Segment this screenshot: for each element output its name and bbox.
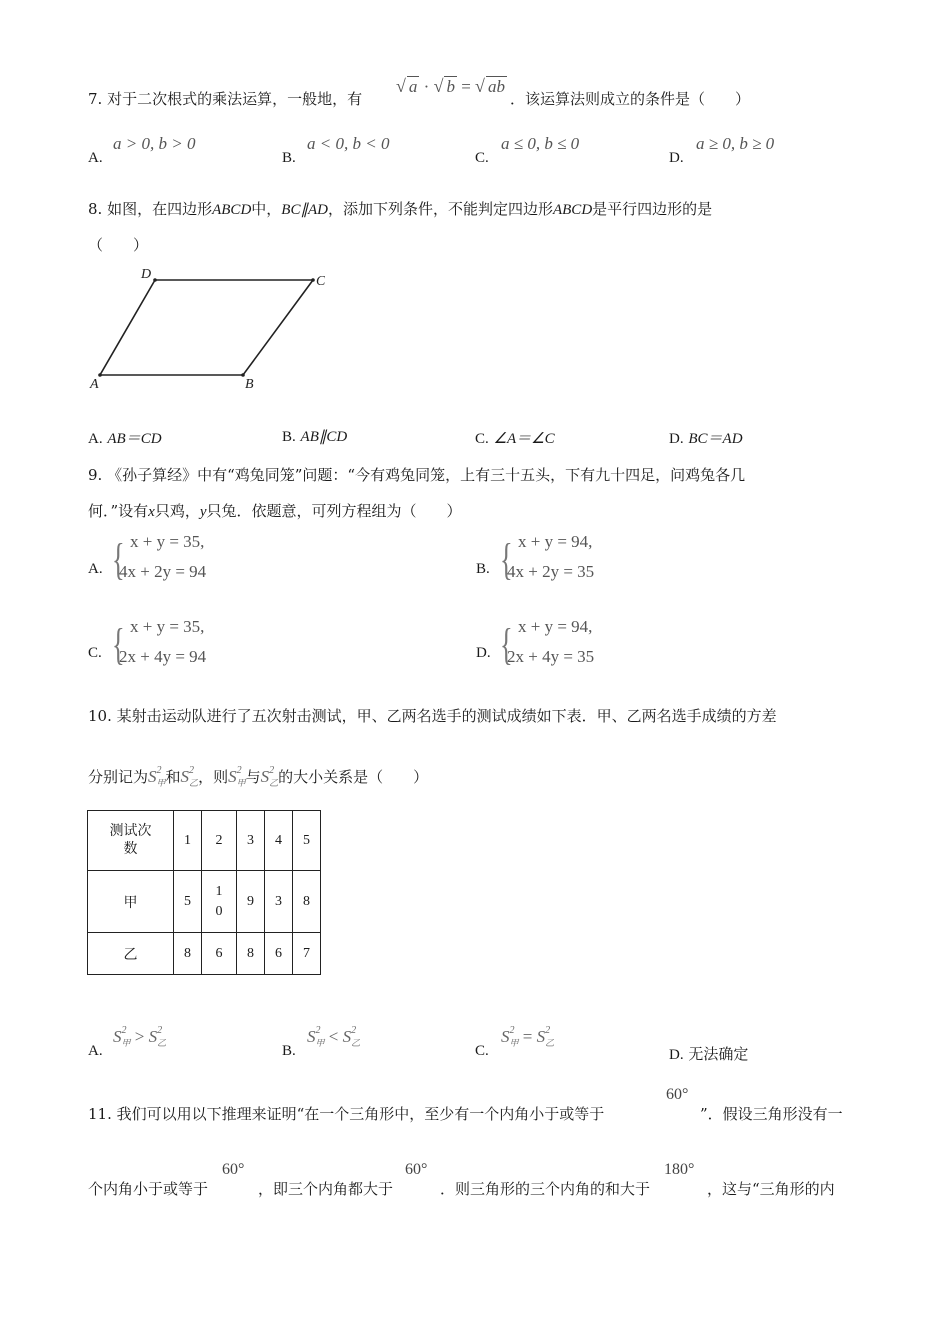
- table-cell: 3: [265, 871, 293, 933]
- subscript: 甲: [236, 778, 246, 788]
- brace-icon: {: [500, 620, 513, 669]
- degree-180: 180°: [664, 1161, 695, 1178]
- q10-option-c-value: [501, 1027, 554, 1047]
- superscript: 2: [157, 1025, 163, 1036]
- q9-option-b-label: B.: [476, 561, 490, 577]
- q7-option-a-label: A.: [88, 150, 103, 166]
- superscript: 2: [315, 1025, 321, 1036]
- q11-line2-b: ，即三个内角都大于: [258, 1180, 394, 1198]
- superscript: 2: [121, 1025, 127, 1036]
- superscript: 2: [545, 1025, 551, 1036]
- question-number: 7.: [88, 90, 103, 108]
- comparison-operator: >: [134, 1027, 145, 1046]
- q9-option-c-system: [112, 617, 312, 675]
- question-text: 与: [245, 768, 261, 786]
- question-text: 《孙子算经》中有“鸡兔同笼”问题：“今有鸡兔同笼，上有三十五头，下有九十四足，问鸡兔各几: [107, 466, 746, 484]
- question-9-line1: [88, 464, 745, 485]
- subscript: 乙: [269, 778, 279, 788]
- question-10-line2: [88, 766, 428, 787]
- question-text: ，则: [198, 768, 229, 786]
- q7-option-d-label: D.: [669, 150, 684, 166]
- table-cell: 5: [174, 871, 202, 933]
- brace-icon: {: [112, 620, 125, 669]
- question-number: 9.: [88, 466, 103, 484]
- s-yi-squared: [261, 767, 279, 786]
- question-8-stem: [88, 198, 712, 219]
- equation-1: x + y = 94,: [518, 532, 593, 551]
- equation-2: 4x + 2y = 35: [507, 562, 595, 581]
- math-abcd: ABCD: [552, 202, 593, 218]
- parallelogram-figure: [85, 262, 325, 392]
- table-header-row: [88, 811, 321, 871]
- scores-table: [87, 810, 321, 975]
- q9-option-b-system: [500, 532, 700, 590]
- vertex-label-a: A: [90, 377, 99, 392]
- s-yi-squared: [181, 767, 199, 786]
- equation-2: 4x + 2y = 94: [119, 562, 207, 581]
- q11-line2-c: ．则三角形的三个内角的和大于: [440, 1180, 651, 1198]
- q10-option-d: [669, 1043, 748, 1064]
- q10-option-b-value: [307, 1027, 360, 1047]
- option-label: B.: [282, 429, 296, 445]
- math-bc-parallel-ad: BC∥AD: [281, 202, 328, 218]
- s-symbol: S: [148, 1027, 158, 1046]
- superscript: 2: [189, 765, 195, 776]
- comparison-operator: <: [328, 1027, 339, 1046]
- subscript: 乙: [189, 778, 199, 788]
- s-symbol: S: [113, 1027, 122, 1046]
- option-value: BC＝AD: [688, 431, 743, 447]
- question-number: 8.: [88, 200, 103, 218]
- s-symbol: S: [228, 767, 237, 786]
- table-cell: 9: [237, 871, 265, 933]
- subscript: 甲: [121, 1038, 131, 1048]
- question-text: 中，: [251, 200, 282, 218]
- header-cell: [88, 811, 174, 871]
- subscript: 甲: [509, 1038, 519, 1048]
- q8-option-b: [282, 427, 347, 446]
- header-cell: 4: [265, 811, 293, 871]
- q7-option-c-label: C.: [475, 150, 489, 166]
- superscript: 2: [156, 765, 162, 776]
- brace-icon: {: [112, 535, 125, 584]
- q11-line2-d: ，这与“三角形的内: [707, 1180, 835, 1198]
- subscript: 甲: [315, 1038, 325, 1048]
- q7-formula: √ a · √ b = √ ab: [396, 76, 505, 96]
- equation-1: x + y = 35,: [130, 532, 205, 551]
- q7-option-d-value: a ≥ 0, b ≥ 0: [696, 134, 775, 153]
- math-y: y: [199, 504, 207, 520]
- table-row: [88, 871, 321, 933]
- option-value: AB＝CD: [107, 431, 162, 447]
- q7-option-b-label: B.: [282, 150, 296, 166]
- question-text: 只兔．依题意，可列方程组为（ ）: [206, 502, 462, 520]
- question-text: 对于二次根式的乘法运算，一般地，有: [107, 90, 363, 108]
- row-label-cell: 甲: [88, 871, 174, 933]
- row-label-cell: 乙: [88, 933, 174, 975]
- superscript: 2: [351, 1025, 357, 1036]
- option-label: C.: [475, 431, 489, 447]
- q8-option-a: [88, 427, 162, 448]
- header-cell: 1: [174, 811, 202, 871]
- q10-option-c-label: C.: [475, 1043, 489, 1059]
- table-cell: 7: [293, 933, 321, 975]
- s-symbol: S: [536, 1027, 546, 1046]
- q9-option-a-system: [112, 532, 312, 590]
- s-symbol: S: [260, 767, 270, 786]
- subscript: 甲: [156, 778, 166, 788]
- question-9-line2: [88, 500, 462, 521]
- degree-60: 60°: [666, 1086, 689, 1103]
- table-cell: [202, 871, 237, 933]
- equation-1: x + y = 94,: [518, 617, 593, 636]
- subscript: 乙: [545, 1038, 555, 1048]
- s-symbol: S: [180, 767, 190, 786]
- question-text: 分别记为: [88, 768, 149, 786]
- s-jia-squared: [228, 767, 246, 786]
- option-value: ∠A＝∠C: [493, 431, 555, 447]
- header-text: 测试次数: [109, 823, 152, 857]
- degree-60: 60°: [405, 1161, 428, 1178]
- question-text: 只鸡，: [154, 502, 200, 520]
- q9-option-d-label: D.: [476, 645, 491, 661]
- s-symbol: S: [307, 1027, 316, 1046]
- q7-text-after: ．该运算法则成立的条件是（ ）: [510, 90, 751, 108]
- table-cell: 8: [237, 933, 265, 975]
- degree-60: 60°: [222, 1161, 245, 1178]
- math-x: x: [148, 504, 155, 520]
- equation-1: x + y = 35,: [130, 617, 205, 636]
- q8-option-d: [669, 427, 743, 448]
- option-label: A.: [88, 431, 103, 447]
- equation-2: 2x + 4y = 94: [119, 647, 207, 666]
- q7-option-a-value: a > 0, b > 0: [113, 134, 196, 153]
- question-text: 的大小关系是（ ）: [278, 768, 429, 786]
- question-number: 11.: [88, 1105, 112, 1123]
- table-cell: 6: [202, 933, 237, 975]
- q9-option-c-label: C.: [88, 645, 102, 661]
- header-cell: 3: [237, 811, 265, 871]
- header-cell: 5: [293, 811, 321, 871]
- s-symbol: S: [342, 1027, 352, 1046]
- option-label: D.: [669, 1047, 684, 1063]
- q9-option-d-system: [500, 617, 700, 675]
- question-text: 如图，在四边形: [107, 200, 213, 218]
- q8-answer-paren: （ ）: [88, 236, 149, 254]
- question-11-line1-end: ”．假设三角形没有一: [700, 1105, 843, 1123]
- comparison-operator: =: [522, 1027, 533, 1046]
- question-text: 和: [165, 768, 181, 786]
- question-7-stem: [88, 88, 362, 109]
- vertex-label-b: B: [245, 377, 254, 392]
- subscript: 乙: [351, 1038, 361, 1048]
- question-text: 某射击运动队进行了五次射击测试，甲、乙两名选手的测试成绩如下表．甲、乙两名选手成绩的方差: [116, 707, 777, 725]
- question-text: ，添加下列条件，不能判定四边形: [327, 200, 553, 218]
- superscript: 2: [509, 1025, 515, 1036]
- equation-2: 2x + 4y = 35: [507, 647, 595, 666]
- q10-option-a-value: [113, 1027, 166, 1047]
- cell-text: 10: [215, 883, 223, 919]
- question-text: 何．”设有: [88, 502, 149, 520]
- option-value: 无法确定: [688, 1045, 749, 1063]
- header-cell: 2: [202, 811, 237, 871]
- question-11-line1: [88, 1103, 604, 1124]
- table-row: [88, 933, 321, 975]
- q7-option-b-value: a < 0, b < 0: [307, 134, 390, 153]
- q11-line2-a: 个内角小于或等于: [88, 1180, 209, 1198]
- subscript: 乙: [157, 1038, 167, 1048]
- vertex-label-c: C: [316, 274, 325, 289]
- math-abcd: ABCD: [212, 202, 252, 218]
- s-jia-squared: [148, 767, 166, 786]
- superscript: 2: [269, 765, 275, 776]
- q10-option-a-label: A.: [88, 1043, 103, 1059]
- vertex-label-d: D: [141, 267, 152, 282]
- s-symbol: S: [501, 1027, 510, 1046]
- superscript: 2: [236, 765, 242, 776]
- q8-option-c: [475, 427, 555, 448]
- table-cell: 6: [265, 933, 293, 975]
- option-label: D.: [669, 431, 684, 447]
- question-text: 是平行四边形的是: [592, 200, 713, 218]
- option-value: AB∥CD: [300, 429, 348, 445]
- s-symbol: S: [148, 767, 157, 786]
- q7-option-c-value: a ≤ 0, b ≤ 0: [501, 134, 580, 153]
- q10-option-b-label: B.: [282, 1043, 296, 1059]
- table-cell: 8: [174, 933, 202, 975]
- q9-option-a-label: A.: [88, 561, 103, 577]
- question-10-line1: [88, 705, 777, 726]
- question-number: 10.: [88, 707, 112, 725]
- table-cell: 8: [293, 871, 321, 933]
- brace-icon: {: [500, 535, 513, 584]
- question-text: 我们可以用以下推理来证明“在一个三角形中，至少有一个内角小于或等于: [116, 1105, 605, 1123]
